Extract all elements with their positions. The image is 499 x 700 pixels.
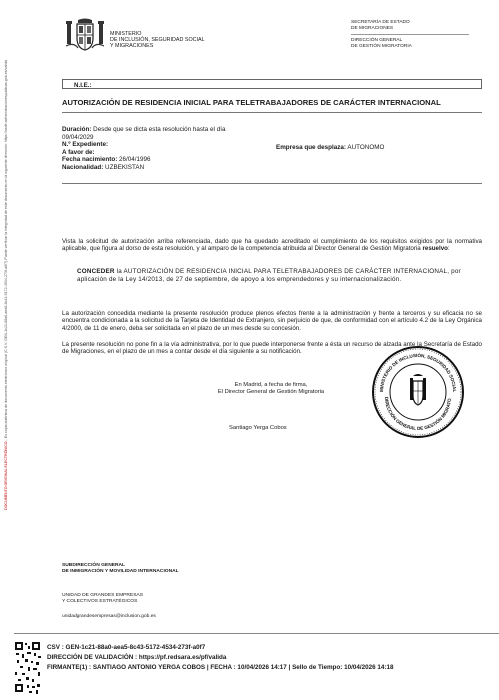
ministry-line: MINISTERIO [110, 31, 142, 37]
favor-label: A favor de: [62, 148, 95, 156]
sidebar-original-label: DOCUMENTO ORIGINAL ELECTRÓNICO [4, 441, 8, 510]
subdireccion-line: DE INMIGRACIÓN Y MOVILIDAD INTERNACIONAL [62, 568, 179, 574]
empresa-label: Empresa que desplaza: [276, 144, 346, 151]
nie-label: N.I.E.: [74, 81, 92, 89]
qr-code-icon [14, 640, 42, 696]
direccion-line: DIRECCIÓN GENERAL [351, 38, 403, 44]
favor-row [62, 149, 482, 157]
concede-text: la AUTORIZACIÓN DE RESIDENCIA INICIAL PARA TELETRABAJADORES DE CARÁCTER INTERNACIONAL, por aplicación de la Ley 14/2013, de 27 de septiembre, de apoyo a los emprendedores y su internacionalización. [77, 268, 461, 283]
duracion-date: 09/04/2029 [62, 133, 94, 141]
ministry-name [110, 31, 230, 50]
secretaria-line: SECRETARÍA DE ESTADO [351, 20, 410, 25]
signer-name: Santiago Yerga Cobos [229, 425, 287, 431]
title-divider [62, 112, 482, 113]
ministry-line: Y MIGRACIONES [110, 43, 154, 50]
nacionalidad-row [62, 164, 482, 172]
duracion-row [62, 126, 482, 134]
svg-text:MINISTERIO DE INCLUSIÓN, SEGUR [371, 345, 457, 393]
duracion-value: Desde que se dicta esta resolución hasta el día [93, 126, 226, 133]
efectos-paragraph: La autorización concedida mediante la presente resolución produce plenos efectos frente a la administración y frente a terceros y su eficacia no se encuentra condicionada a la solicitud de la Tarjeta de Identidad de Extranjero, sin perjuicio de que, de conformidad con el artículo 4.2 de la Ley Orgánica 4/2000, de 11 de enero, deba ser solicitada en el plazo de un mes desde su concesión. [62, 310, 482, 332]
verification-footer [47, 643, 393, 673]
nacimiento-row [62, 156, 482, 164]
header-departments [351, 20, 481, 49]
intro-text: Vista la solicitud de autorización arriba referenciada, dado que ha quedado acreditado el cumplimiento de los requisitos exigidos por la normativa aplicable, que figura al dorso de esta resolución, y al amparo de la competencia atribuida al Director General de Gestión Migratoria [62, 238, 482, 253]
ministry-line: DE INCLUSIÓN, SEGURIDAD SOCIAL [110, 37, 205, 44]
signature-place-date: En Madrid, a fecha de firma, [234, 382, 308, 388]
unidad-line: Y COLECTIVOS ESTRATÉGICOS [62, 598, 138, 604]
verification-sidebar: DOCUMENTO ORIGINAL ELECTRÓNICO - Es copia auténtica de documento electrónico original (C.S.V: GEN-1c21-88a0-aea5-8c43-5172-4534-273f-a0f7) Puede verificar la integridad de este documento en la siguiente dirección: https://sede.administracionespublicas.gob.es/valida [4, 60, 8, 510]
coat-of-arms-logo [66, 18, 104, 52]
official-seal [371, 345, 465, 439]
empresa-field [276, 144, 384, 151]
signer-stamp: FIRMANTE(1) : SANTIAGO ANTONIO YERGA COBOS | FECHA : 10/04/2026 14:17 | Sello de Tiempo: 10/04/2026 14:18 [47, 664, 394, 671]
expediente-row [62, 141, 482, 149]
csv-code: CSV : GEN-1c21-88a0-aea5-8c43-5172-4534-273f-a0f7 [47, 644, 206, 651]
sidebar-verification-text: Es copia auténtica de documento electrónico original (C.S.V: GEN-1c21-88a0-aea5-8c43-5172-4534-273f-a0f7) Puede verificar la integridad de este documento en la siguiente dirección: https://sede.administracionespublicas.gob.es/valida [4, 60, 8, 439]
unidad-line: UNIDAD DE GRANDES EMPRESAS [62, 593, 143, 598]
seal-bottom-text: DIRECCIÓN GENERAL DE GESTIÓN MIGRATO [383, 396, 453, 432]
intro-end: : [447, 245, 450, 253]
subdireccion-line: SUBDIRECCIÓN GENERAL [62, 563, 126, 568]
subdireccion-block [62, 563, 262, 574]
secretaria-line: DE MIGRACIONES [351, 25, 394, 31]
resuelvo-word: resuelvo [422, 245, 448, 253]
fields-divider [62, 183, 482, 184]
direccion-line: DE GESTIÓN MIGRATORIA [351, 43, 412, 49]
signature-role: El Director General de Gestión Migratoria [217, 388, 325, 395]
duracion-label: Duración: [62, 126, 92, 133]
nacionalidad-label: Nacionalidad: [62, 163, 104, 171]
unidad-block [62, 593, 262, 604]
recurso-paragraph: La presente resolución no pone fin a la vía administrativa, por lo que puede interponerse frente a ésta un recurso de alzada ante la Secretaría de Estado de Migraciones, en el plazo de un mes a contar desde el día siguiente a su notificación. [62, 341, 482, 356]
header-divider [351, 34, 469, 35]
duracion-date-row [62, 134, 482, 142]
empresa-value: AUTONOMO [347, 144, 385, 151]
footer-divider [14, 633, 499, 634]
nie-box [62, 79, 482, 89]
nacimiento-value: 26/04/1996 [119, 156, 151, 164]
signature-block [196, 382, 346, 396]
nacionalidad-value: UZBEKISTAN [105, 163, 145, 171]
document-page [14, 0, 499, 700]
concede-word: CONCEDER [77, 268, 115, 275]
seal-top-text: MINISTERIO DE INCLUSIÓN, SEGURIDAD SOCIAL [378, 352, 458, 393]
document-title: AUTORIZACIÓN DE RESIDENCIA INICIAL PARA TELETRABAJADORES DE CARÁCTER INTERNACIONAL [62, 98, 441, 107]
validation-url: DIRECCIÓN DE VALIDACIÓN : https://pf.redsara.es/pf/valida [47, 654, 227, 661]
concede-paragraph [77, 268, 472, 283]
expediente-label: N.º Expediente: [62, 141, 109, 149]
unidad-email: unidadgrandesempresas@inclusion.gob.es [62, 614, 156, 619]
applicant-fields [62, 126, 482, 172]
intro-paragraph [62, 238, 482, 253]
nacimiento-label: Fecha nacimiento: [62, 156, 118, 164]
